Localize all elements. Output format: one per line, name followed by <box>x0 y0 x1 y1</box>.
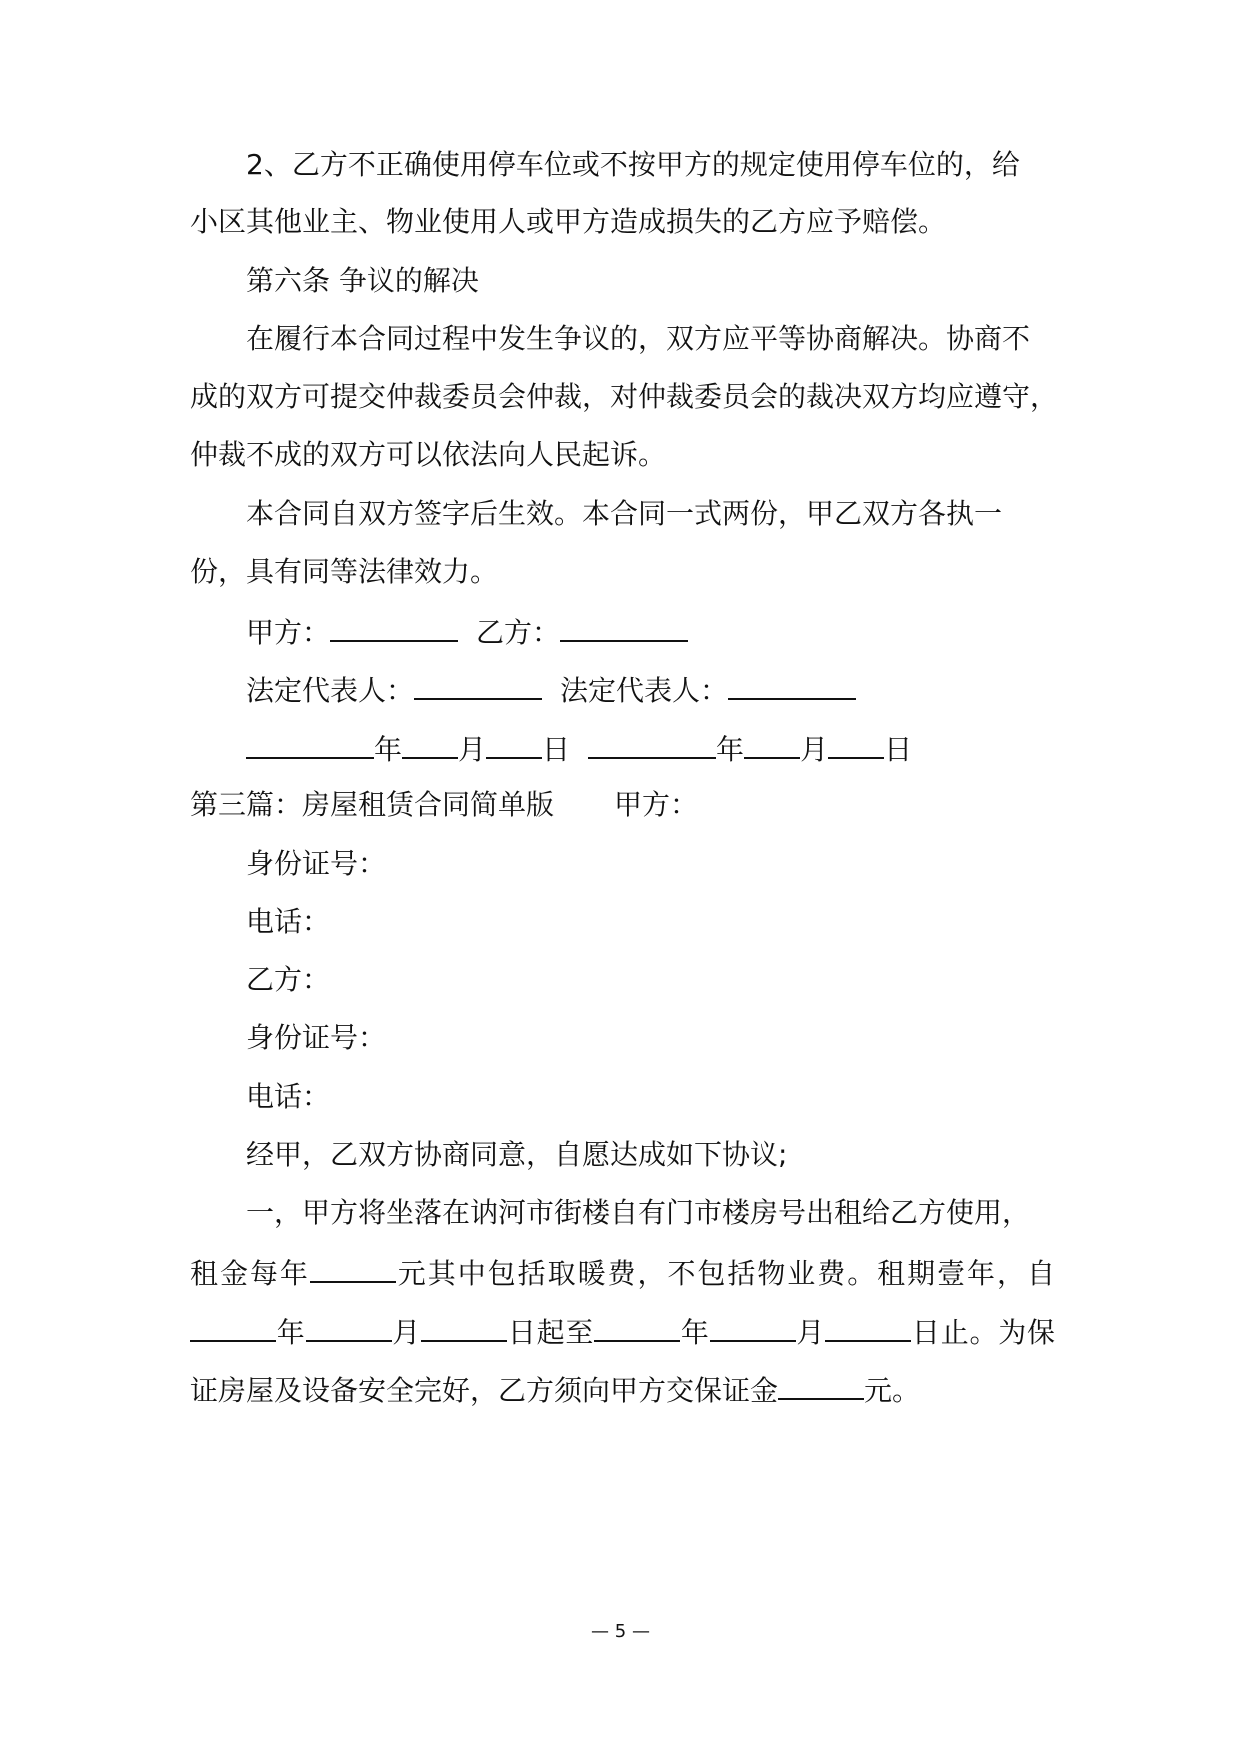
party-a-blank[interactable] <box>330 610 458 642</box>
day-label: 日 <box>542 733 571 766</box>
rent-amount-blank[interactable] <box>310 1251 396 1283</box>
month-label: 月 <box>391 1316 422 1349</box>
page-number: — 5 — <box>591 1621 650 1642</box>
start-month-blank[interactable] <box>306 1310 392 1342</box>
paragraph-line: 成的双方可提交仲裁委员会仲裁，对仲裁委员会的裁决双方均应遵守， <box>190 380 1059 413</box>
party-b-label: 乙方： <box>246 963 331 996</box>
from-label: 日起至 <box>507 1316 595 1349</box>
deposit-unit: 元。 <box>864 1374 921 1407</box>
month-blank[interactable] <box>402 727 458 759</box>
deposit-blank[interactable] <box>778 1368 864 1400</box>
rent-label: 租金每年 <box>190 1257 310 1290</box>
section-party-a: 甲方： <box>614 788 699 821</box>
deposit-label: 证房屋及设备安全完好，乙方须向甲方交保证金 <box>190 1374 779 1407</box>
year-label: 年 <box>680 1316 710 1349</box>
id-number-label: 身份证号： <box>246 1021 387 1054</box>
party-a-label: 甲方： <box>246 616 331 649</box>
legal-rep-b-blank[interactable] <box>728 668 856 700</box>
paragraph-line: 仲裁不成的双方可以依法向人民起诉。 <box>190 438 667 471</box>
signature-date-line <box>246 727 1055 770</box>
end-year-blank[interactable] <box>594 1310 680 1342</box>
year-label: 年 <box>716 733 745 766</box>
clause-line <box>190 1368 1055 1411</box>
rent-text: 元其中包括取暖费，不包括物业费。租期壹年，自 <box>395 1257 1055 1290</box>
clause-date-line <box>190 1310 1055 1353</box>
day-blank[interactable] <box>828 727 884 759</box>
month-blank[interactable] <box>744 727 800 759</box>
party-b-label: 乙方： <box>476 616 561 649</box>
paragraph-line: 本合同自双方签字后生效。本合同一式两份，甲乙双方各执一 <box>246 497 1003 530</box>
section-title-line <box>190 785 1055 825</box>
legal-rep-line <box>246 668 1055 711</box>
day-blank[interactable] <box>486 727 542 759</box>
end-month-blank[interactable] <box>710 1310 796 1342</box>
legal-rep-a-blank[interactable] <box>414 668 542 700</box>
paragraph-line: 在履行本合同过程中发生争议的，双方应平等协商解决。协商不 <box>246 322 1031 355</box>
start-day-blank[interactable] <box>421 1310 507 1342</box>
year-label: 年 <box>276 1316 306 1349</box>
year-blank[interactable] <box>246 727 374 759</box>
paragraph-line: 小区其他业主、物业使用人或甲方造成损失的乙方应予赔偿。 <box>190 205 947 238</box>
signature-parties-line <box>246 610 1055 653</box>
paragraph-line: 2、乙方不正确使用停车位或不按甲方的规定使用停车位的，给 <box>246 148 1020 181</box>
month-label: 月 <box>458 733 487 766</box>
phone-label: 电话： <box>246 1080 331 1113</box>
month-label: 月 <box>800 733 829 766</box>
clause-line: 一，甲方将坐落在讷河市街楼自有门市楼房号出租给乙方使用， <box>246 1196 1031 1229</box>
end-day-blank[interactable] <box>825 1310 911 1342</box>
month-label: 月 <box>795 1316 826 1349</box>
paragraph-line: 份，具有同等法律效力。 <box>190 555 499 588</box>
id-number-label: 身份证号： <box>246 847 387 880</box>
section-title: 第三篇：房屋租赁合同简单版 <box>190 788 555 821</box>
agreement-intro: 经甲，乙双方协商同意，自愿达成如下协议; <box>246 1138 788 1171</box>
start-year-blank[interactable] <box>190 1310 276 1342</box>
phone-label: 电话： <box>246 905 331 938</box>
party-b-blank[interactable] <box>560 610 688 642</box>
day-label: 日 <box>884 733 913 766</box>
year-label: 年 <box>374 733 403 766</box>
legal-rep-b-label: 法定代表人： <box>560 674 729 707</box>
article-title: 第六条 争议的解决 <box>246 264 479 297</box>
clause-line <box>190 1251 1055 1294</box>
to-label: 日止。为保 <box>911 1316 1055 1349</box>
legal-rep-a-label: 法定代表人： <box>246 674 415 707</box>
year-blank[interactable] <box>588 727 716 759</box>
